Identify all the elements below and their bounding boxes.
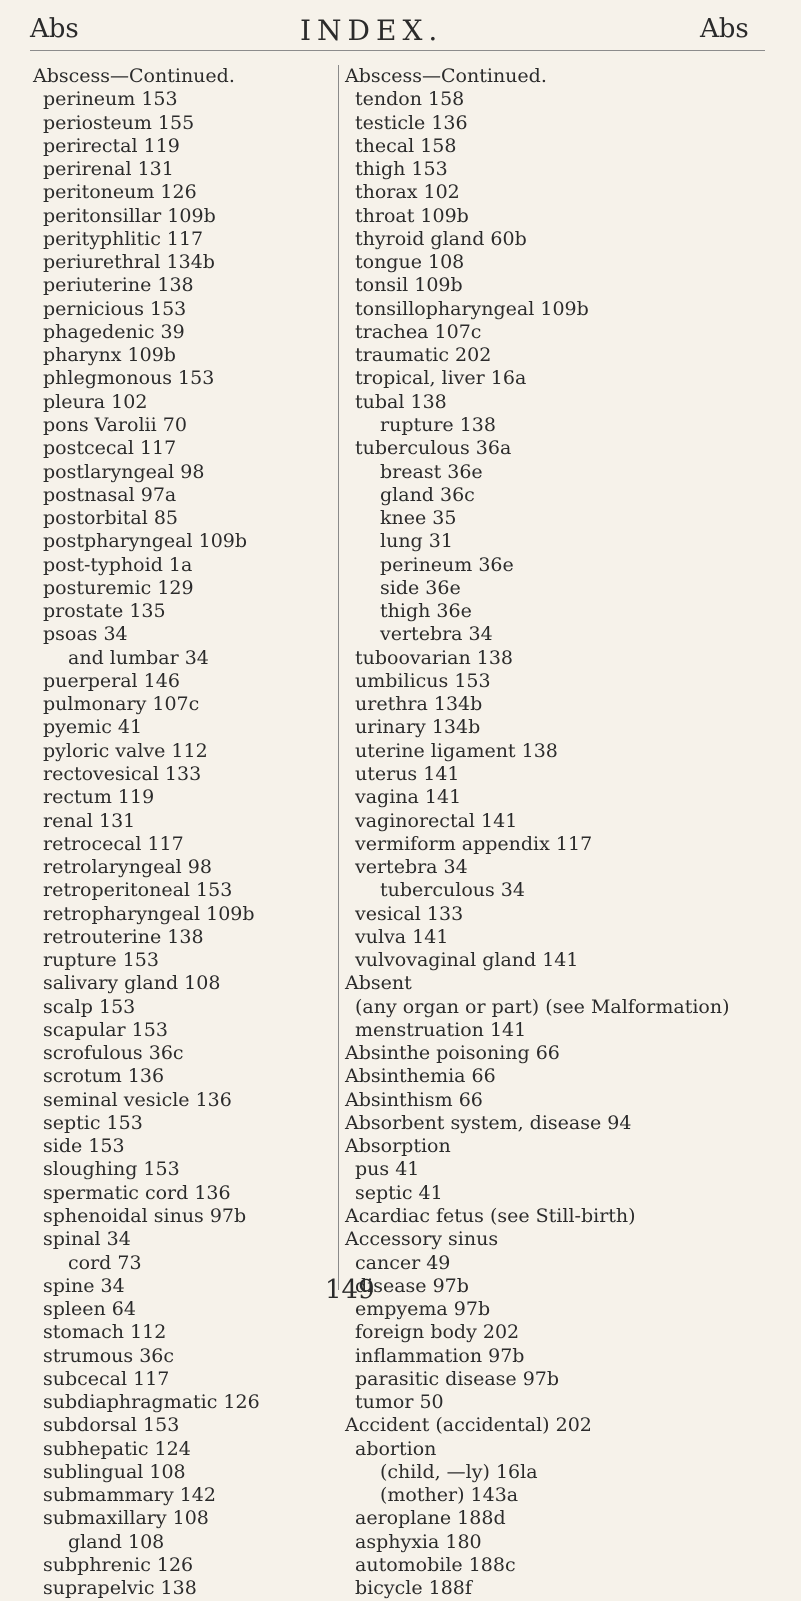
index-entry: thecal 158	[355, 134, 457, 157]
index-entry: phlegmonous 153	[43, 367, 215, 390]
index-entry: posturemic 129	[43, 576, 194, 599]
index-heading: Absinthemia 66	[345, 1065, 496, 1088]
index-entry: gland 108	[68, 1530, 165, 1553]
index-heading: Acardiac fetus (see Still-birth)	[345, 1205, 636, 1228]
index-entry: perineum 36e	[380, 553, 514, 576]
index-entry: inflammation 97b	[355, 1344, 525, 1367]
index-entry: thigh 153	[355, 158, 448, 181]
index-entry: periuterine 138	[43, 274, 194, 297]
index-entry: cancer 49	[355, 1251, 451, 1274]
index-heading: Accident (accidental) 202	[345, 1414, 592, 1437]
index-entry: retrouterine 138	[43, 925, 204, 948]
index-entry: foreign body 202	[355, 1321, 520, 1344]
index-entry: (mother) 143a	[380, 1484, 519, 1507]
index-entry: vaginorectal 141	[355, 809, 518, 832]
index-entry: septic 153	[43, 1111, 143, 1134]
index-entry: suprapelvic 138	[43, 1577, 197, 1600]
index-entry: urethra 134b	[355, 693, 483, 716]
index-entry: sloughing 153	[43, 1158, 180, 1181]
index-entry: sublingual 108	[43, 1460, 186, 1483]
index-entry: post-typhoid 1a	[43, 553, 193, 576]
index-entry: thigh 36e	[380, 600, 472, 623]
index-entry: vermiform appendix 117	[355, 832, 593, 855]
index-entry: side 153	[43, 1135, 125, 1158]
index-entry: subhepatic 124	[43, 1437, 191, 1460]
index-entry: vertebra 34	[380, 623, 493, 646]
index-entry: pus 41	[355, 1158, 420, 1181]
index-heading: Accessory sinus	[345, 1228, 499, 1251]
index-entry: pulmonary 107c	[43, 693, 200, 716]
index-entry: tongue 108	[355, 251, 465, 274]
index-entry: bicycle 188f	[355, 1577, 472, 1600]
index-entry: peritonsillar 109b	[43, 204, 216, 227]
index-entry: throat 109b	[355, 204, 469, 227]
index-entry: aeroplane 188d	[355, 1507, 506, 1530]
index-entry: scalp 153	[43, 995, 136, 1018]
index-entry: uterus 141	[355, 762, 460, 785]
index-entry: pons Varolii 70	[43, 413, 187, 436]
index-entry: tuberculous 34	[380, 879, 525, 902]
index-heading: Absinthism 66	[345, 1088, 483, 1111]
index-entry: scapular 153	[43, 1018, 168, 1041]
index-entry: submaxillary 108	[43, 1507, 209, 1530]
index-entry: postorbital 85	[43, 507, 179, 530]
index-entry: empyema 97b	[355, 1298, 491, 1321]
index-entry: vertebra 34	[355, 856, 468, 879]
header-rule	[30, 50, 765, 51]
index-column-left	[33, 65, 333, 1601]
index-entry: tumor 50	[355, 1391, 444, 1414]
index-entry: cord 73	[68, 1251, 142, 1274]
index-entry: retrocecal 117	[43, 832, 184, 855]
index-entry: tuboovarian 138	[355, 646, 514, 669]
index-entry: postlaryngeal 98	[43, 460, 205, 483]
page-header	[0, 0, 801, 60]
index-entry: pernicious 153	[43, 297, 187, 320]
index-entry: postpharyngeal 109b	[43, 530, 248, 553]
index-entry: tendon 158	[355, 88, 465, 111]
index-entry: vesical 133	[355, 902, 464, 925]
index-entry: sphenoidal sinus 97b	[43, 1205, 247, 1228]
index-entry: tubal 138	[355, 390, 447, 413]
index-entry: perirectal 119	[43, 134, 180, 157]
index-entry: scrofulous 36c	[43, 1042, 184, 1065]
index-entry: retrolaryngeal 98	[43, 856, 212, 879]
index-entry: phagedenic 39	[43, 320, 185, 343]
index-entry: asphyxia 180	[355, 1530, 482, 1553]
index-entry: tonsillopharyngeal 109b	[355, 297, 589, 320]
index-entry: traumatic 202	[355, 344, 492, 367]
header-title: INDEX.	[300, 14, 444, 47]
index-entry: knee 35	[380, 507, 457, 530]
index-entry: prostate 135	[43, 600, 166, 623]
index-entry: abortion	[355, 1437, 437, 1460]
index-entry: rupture 153	[43, 949, 159, 972]
index-entry: perineum 153	[43, 88, 178, 111]
index-entry: scrotum 136	[43, 1065, 165, 1088]
index-entry: psoas 34	[43, 623, 128, 646]
index-entry: periosteum 155	[43, 111, 195, 134]
index-heading: Absent	[345, 972, 412, 995]
index-entry: perirenal 131	[43, 158, 174, 181]
page-number: 149	[325, 1275, 375, 1305]
index-entry: and lumbar 34	[68, 646, 209, 669]
index-entry: retroperitoneal 153	[43, 879, 233, 902]
index-entry: spleen 64	[43, 1298, 136, 1321]
index-entry: pyemic 41	[43, 716, 143, 739]
index-entry: (any organ or part) (see Malformation)	[355, 995, 730, 1018]
index-entry: salivary gland 108	[43, 972, 221, 995]
index-entry: tuberculous 36a	[355, 437, 512, 460]
index-entry: submammary 142	[43, 1484, 216, 1507]
index-entry: thyroid gland 60b	[355, 227, 527, 250]
index-entry: rectum 119	[43, 786, 155, 809]
index-entry: tonsil 109b	[355, 274, 463, 297]
index-entry: vagina 141	[355, 786, 462, 809]
index-entry: parasitic disease 97b	[355, 1367, 560, 1390]
index-entry: breast 36e	[380, 460, 483, 483]
index-heading: Abscess—Continued.	[33, 65, 235, 87]
index-heading: Absorbent system, disease 94	[345, 1111, 632, 1134]
index-entry: testicle 136	[355, 111, 468, 134]
index-entry: subphrenic 126	[43, 1554, 194, 1576]
column-divider	[338, 65, 339, 1290]
index-entry: perityphlitic 117	[43, 227, 204, 250]
index-entry: (child, —ly) 16la	[380, 1460, 538, 1483]
index-entry: pyloric valve 112	[43, 739, 208, 762]
index-entry: rectovesical 133	[43, 762, 202, 785]
header-left-guide-word: Abs	[30, 14, 79, 44]
index-heading: Absorption	[345, 1135, 451, 1158]
index-heading: Absinthe poisoning 66	[345, 1042, 560, 1065]
index-entry: subdiaphragmatic 126	[43, 1391, 260, 1414]
index-entry: strumous 36c	[43, 1344, 175, 1367]
index-entry: spine 34	[43, 1274, 125, 1297]
index-entry: uterine ligament 138	[355, 739, 558, 762]
index-entry: menstruation 141	[355, 1018, 527, 1041]
index-entry: rupture 138	[380, 413, 496, 436]
index-entry: pharynx 109b	[43, 344, 176, 367]
index-entry: spinal 34	[43, 1228, 131, 1251]
index-entry: pleura 102	[43, 390, 148, 413]
index-entry: peritoneum 126	[43, 181, 197, 204]
index-entry: postnasal 97a	[43, 483, 177, 506]
index-entry: periurethral 134b	[43, 251, 215, 274]
index-entry: umbilicus 153	[355, 669, 491, 692]
index-entry: urinary 134b	[355, 716, 481, 739]
index-entry: tropical, liver 16a	[355, 367, 527, 390]
index-entry: vulvovaginal gland 141	[355, 949, 579, 972]
index-entry: disease 97b	[355, 1274, 469, 1297]
index-entry: thorax 102	[355, 181, 460, 204]
index-entry: vulva 141	[355, 925, 449, 948]
index-entry: lung 31	[380, 530, 453, 553]
index-entry: trachea 107c	[355, 320, 482, 343]
index-entry: renal 131	[43, 809, 136, 832]
index-entry: seminal vesicle 136	[43, 1088, 232, 1111]
index-column-right	[345, 65, 795, 1601]
index-entry: automobile 188c	[355, 1554, 516, 1576]
index-entry: stomach 112	[43, 1321, 167, 1344]
index-entry: retropharyngeal 109b	[43, 902, 255, 925]
index-entry: puerperal 146	[43, 669, 180, 692]
index-entry: spermatic cord 136	[43, 1181, 231, 1204]
index-entry: subcecal 117	[43, 1367, 170, 1390]
index-entry: side 36e	[380, 576, 461, 599]
index-heading: Abscess—Continued.	[345, 65, 547, 87]
index-entry: subdorsal 153	[43, 1414, 180, 1437]
index-entry: postcecal 117	[43, 437, 177, 460]
index-entry: gland 36c	[380, 483, 475, 506]
header-right-guide-word: Abs	[700, 14, 749, 44]
index-entry: septic 41	[355, 1181, 443, 1204]
